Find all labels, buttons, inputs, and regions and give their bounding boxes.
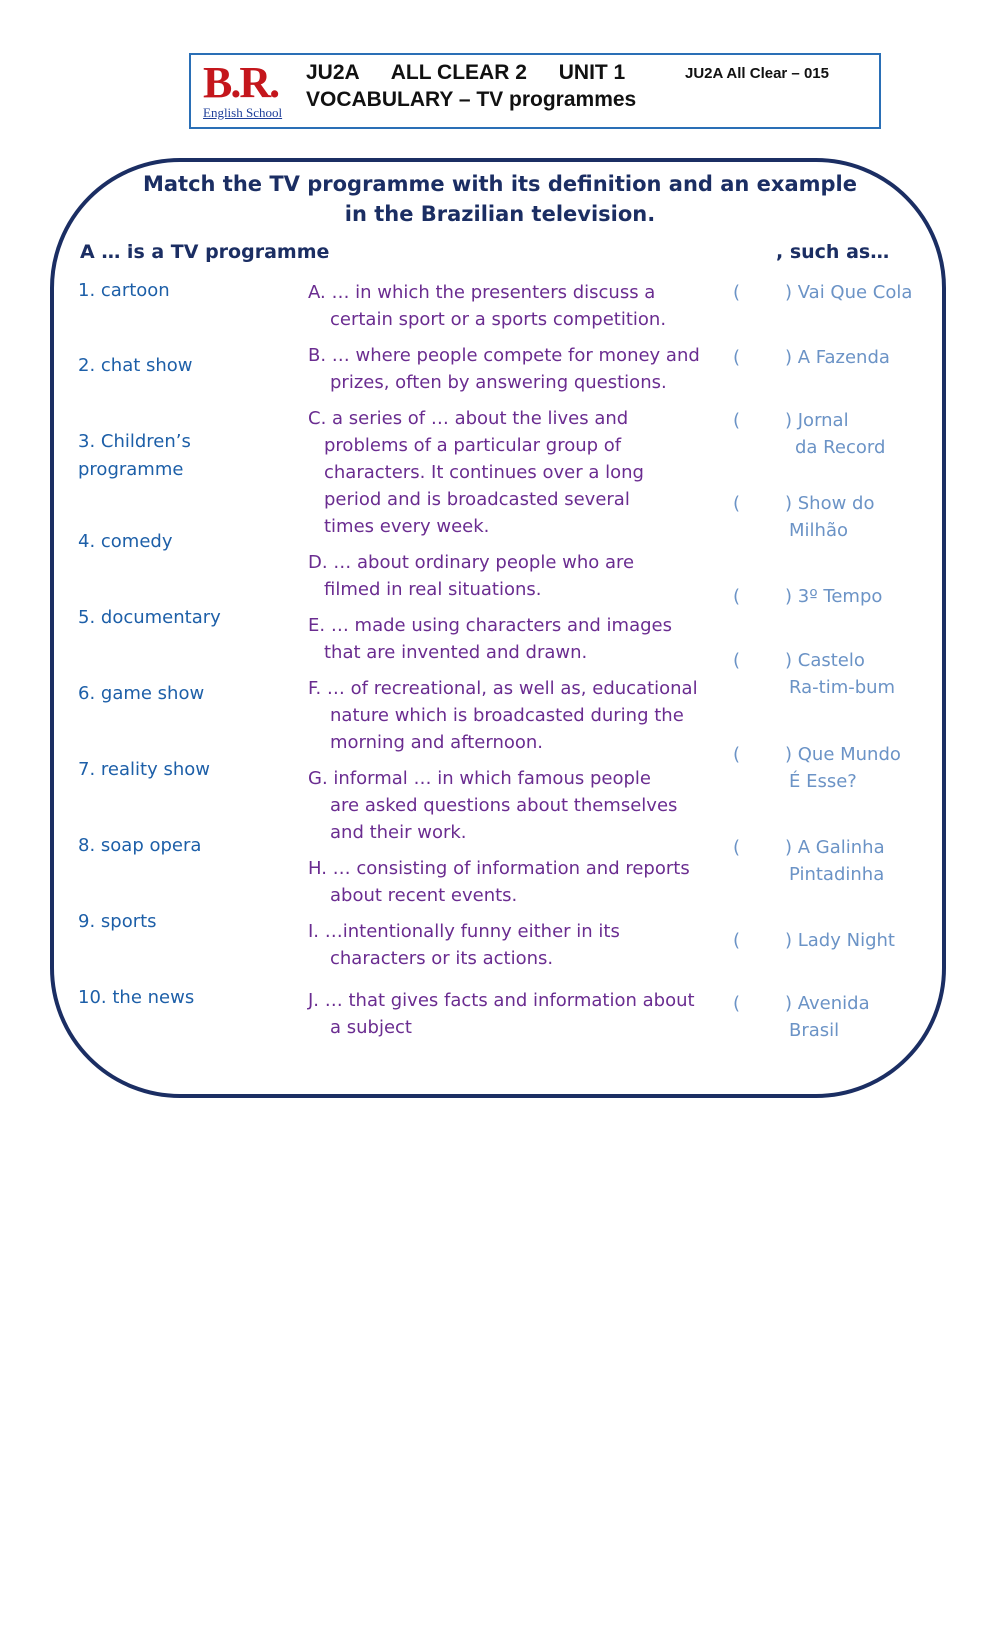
definition-c-cont: problems of a particular group of characters. It continues over a long period and is broadcasted several times every week. [324, 435, 644, 537]
example-7 [733, 741, 901, 795]
definition-a-cont: certain sport or a sports competition. [330, 309, 667, 330]
example-1 [733, 279, 912, 306]
term-5: 5. documentary [78, 607, 221, 628]
example-2 [733, 344, 890, 371]
example-8-text: ) A Galinha [785, 837, 885, 858]
definition-a-line: A. … in which the presenters discuss a [308, 282, 656, 303]
example-6-cont: Ra-tim-bum [789, 677, 896, 698]
example-7-text: ) Que Mundo [785, 744, 901, 765]
definition-f-cont: nature which is broadcasted during the morning and afternoon. [330, 705, 684, 753]
definition-d-line: D. … about ordinary people who are [308, 552, 635, 573]
example-10 [733, 990, 870, 1044]
definition-i-cont: characters or its actions. [330, 948, 554, 969]
term-2: 2. chat show [78, 355, 193, 376]
term-6: 6. game show [78, 683, 205, 704]
example-10-text: ) Avenida [785, 993, 870, 1014]
definition-h-line: H. … consisting of information and reports [308, 858, 690, 879]
term-9: 9. sports [78, 911, 157, 932]
logo-subtitle: English School [203, 105, 283, 120]
definition-b [308, 342, 718, 396]
term-3: 3. Children’s programme [78, 431, 191, 480]
example-4-cont: Milhão [789, 520, 848, 541]
definition-g [308, 765, 718, 846]
example-6 [733, 647, 895, 701]
definition-h-cont: about recent events. [330, 885, 518, 906]
definition-f-line: F. … of recreational, as well as, educational [308, 678, 698, 699]
answer-blank[interactable]: ( [733, 993, 741, 1014]
definition-b-cont: prizes, often by answering questions. [330, 372, 667, 393]
definition-g-line: G. informal … in which famous people [308, 768, 651, 789]
instruction-line-2: in the Brazilian television. [344, 202, 656, 226]
definition-e-cont: that are invented and drawn. [324, 642, 588, 663]
header-line-1 [306, 61, 651, 85]
lead-right: , such as… [776, 241, 890, 263]
example-8-cont: Pintadinha [789, 864, 885, 885]
definition-g-cont: are asked questions about themselves and their work. [330, 795, 678, 843]
example-3 [733, 407, 885, 461]
example-4 [733, 490, 874, 544]
instruction-line-1: Match the TV programme with its definition and an example [142, 172, 857, 196]
example-10-cont: Brasil [789, 1020, 840, 1041]
example-5 [733, 583, 882, 610]
answer-blank[interactable]: ( [733, 282, 741, 303]
answer-blank[interactable]: ( [733, 744, 741, 765]
logo-letters: B.R. [203, 58, 279, 107]
answer-blank[interactable]: ( [733, 493, 741, 514]
term-1: 1. cartoon [78, 280, 170, 301]
definition-j [308, 987, 718, 1041]
answer-blank[interactable]: ( [733, 410, 741, 431]
definition-i [308, 918, 718, 972]
answer-blank[interactable]: ( [733, 347, 741, 368]
example-6-text: ) Castelo [785, 650, 865, 671]
definition-j-line: J. … that gives facts and information about [308, 990, 695, 1011]
definition-b-line: B. … where people compete for money and [308, 345, 700, 366]
definition-d [308, 549, 718, 603]
lead-left: A … is a TV programme [80, 241, 330, 263]
unit-label: UNIT 1 [558, 61, 626, 84]
term-4: 4. comedy [78, 531, 173, 552]
book-title: ALL CLEAR 2 [390, 61, 527, 84]
example-5-text: ) 3º Tempo [785, 586, 883, 607]
course-code: JU2A [306, 61, 360, 84]
example-8 [733, 834, 885, 888]
term-8: 8. soap opera [78, 835, 202, 856]
answer-blank[interactable]: ( [733, 930, 741, 951]
definition-d-cont: filmed in real situations. [324, 579, 542, 600]
example-7-cont: É Esse? [789, 771, 857, 792]
answer-blank[interactable]: ( [733, 837, 741, 858]
answer-blank[interactable]: ( [733, 650, 741, 671]
worksheet-header [189, 53, 881, 129]
definition-c [308, 405, 718, 540]
definition-f [308, 675, 718, 756]
example-3-text: ) Jornal [785, 410, 849, 431]
definition-a [308, 279, 718, 333]
example-3-cont: da Record [795, 437, 886, 458]
definition-e [308, 612, 718, 666]
term-10: 10. the news [78, 987, 195, 1008]
worksheet-ref: JU2A All Clear – 015 [685, 65, 829, 82]
example-4-text: ) Show do [785, 493, 875, 514]
worksheet-subtitle: VOCABULARY – TV programmes [306, 88, 637, 111]
definition-c-line: C. a series of … about the lives and [308, 408, 629, 429]
definition-e-line: E. … made using characters and images [308, 615, 672, 636]
definition-j-cont: a subject [330, 1017, 412, 1038]
definition-h [308, 855, 718, 909]
example-9 [733, 927, 895, 954]
school-logo [203, 58, 295, 123]
definition-i-line: I. …intentionally funny either in its [308, 921, 620, 942]
example-9-text: ) Lady Night [785, 930, 895, 951]
term-7: 7. reality show [78, 759, 210, 780]
example-1-text: ) Vai Que Cola [785, 282, 913, 303]
answer-blank[interactable]: ( [733, 586, 741, 607]
example-2-text: ) A Fazenda [785, 347, 890, 368]
